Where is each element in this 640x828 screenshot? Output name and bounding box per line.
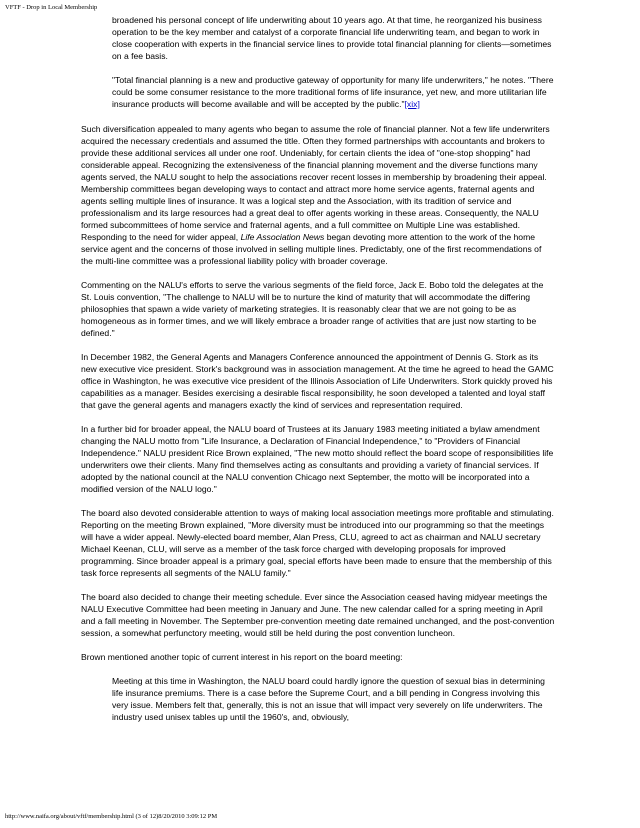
paragraph-stork: In December 1982, the General Agents and Managers Conference announced the appointment of Dennis G. Stork as its new executive vice president. Stork's background was in association management. At the time he agreed to head the GAMC office in Washington, he was executive vice president of the Illinois Association of Life Underwriters. Stork quickly proved his capabilities as a manager. Besides exercising a desirable fiscal responsibility, he soon developed a talented and loyal staff that gave the general agents and managers exactly the kind of services and representation required. — [81, 352, 554, 410]
paragraph-bobo: Commenting on the NALU's efforts to serve the various segments of the field force, Jack E. Bobo told the delegates at the St. Louis convention, "The challenge to NALU will be to nurture the kind of maturity that will accommodate the differing philosophies that spawn a wide variety of marketing strategies. It is reasonably clear that we are not going to be as homogeneous as in former times, and we will likely embrace a broader range of activities that are just now starting to be defined." — [81, 280, 544, 338]
footnote-link-xix[interactable]: [xix] — [404, 99, 420, 109]
paragraph-schedule: The board also decided to change their meeting schedule. Ever since the Association ceased having midyear meetings the NALU Executive Committee had been meeting in January and June. The new calendar called for a spring meeting in April and a fall meeting in November. The September pre-convention meeting date remained unchanged, and the post-convention session, a somewhat perfunctory meeting, would still be held during the post convention luncheon. — [81, 592, 555, 638]
paragraph-text: Such diversification appealed to many agents who began to assume the role of financial planner. Not a few life underwriters acquired the necessary credentials and assumed the title. Often they formed partnerships with accountants and brokers to provide these additional services all under one roof. Undeniably, for certain clients the idea of "one-stop shopping" had considerable appeal. Recognizing the extensiveness of the financial planning movement and the diverse functions many agents served, the NALU sought to help the associations recover recent losses in membership by broadening their appeal. Membership committees began developing ways to contact and attract more home service agents, fraternal agents and agents selling multiple lines of insurance. It was a logical step and the Association, with its tradition of service and professionalism and its large resources had a great deal to offer agents working in these areas. Consequently, the NALU formed subcommittees of home service and fraternal agents, and a full committee on Multiple Line was established. Responding to the need for wider appeal, — [81, 124, 550, 242]
browser-print-footer: http://www.naifa.org/about/vftf/membership.html (3 of 12)8/20/2010 3:09:12 PM — [5, 813, 218, 820]
paragraph-text: began devoting more attention to the work of the home service agent and the concerns of those involved in selling multiple lines. Predictably, one of the first recommendations of the multi-line committee was a professional liability policy with broader coverage. — [81, 232, 542, 266]
quote-paragraph — [112, 74, 555, 110]
browser-print-header: VFTF - Drop in Local Membership — [5, 4, 98, 11]
paragraph-meetings: The board also devoted considerable attention to ways of making local association meetings more profitable and stimulating. Reporting on the meeting Brown explained, "More diversity must be introduced into our programming so that the meetings will have a wider appeal. Newly-elected board member, Alan Press, CLU, agreed to act as chairman and NALU secretary Michael Keenan, CLU, will serve as a member of the task force charged with developing proposals for improved programming. Since broader appeal is a primary goal, special efforts have been made to ensure that the membership of this task force represents all segments of the NALU family." — [81, 508, 554, 578]
article-body — [81, 14, 555, 723]
quote-text: "Total financial planning is a new and productive gateway of opportunity for many life underwriters," he notes. "There could be some consumer resistance to the more traditional forms of life insurance, yet new, and more utilitarian life insurance products will become available and will be accepted by the public." — [112, 75, 554, 109]
quote-paragraph-sexual-bias: Meeting at this time in Washington, the NALU board could hardly ignore the question of sexual bias in determining life insurance premiums. There is a case before the Supreme Court, and a bill pending in Congress involving this very issue. Members felt that, generally, this is not an issue that will impact very severely on life underwriters. The industry used unisex tables up until the 1960's, and, obviously, — [112, 676, 545, 722]
paragraph-continuation: broadened his personal concept of life underwriting about 10 years ago. At that time, he reorganized his business operation to be the key member and catalyst of a corporate financial life underwriting team, and began to work in close cooperation with experts in the financial service lines to provide total financial planning for clients—sometimes on a fee basis. — [112, 15, 552, 61]
paragraph-topic: Brown mentioned another topic of current interest in his report on the board meeting: — [81, 652, 403, 662]
paragraph-diversification — [81, 123, 555, 267]
publication-title: Life Association News — [240, 232, 325, 242]
paragraph-motto: In a further bid for broader appeal, the NALU board of Trustees at its January 1983 meeting initiated a bylaw amendment changing the NALU motto from "Life Insurance, a Declaration of Financial Independence," to "Providers of Financial Independence." NALU president Rice Brown explained, "The new motto should reflect the board scope of responsibilities life underwriters owe their clients. Many find themselves acting as consultants and providing a variety of financial services. If adopted by the national council at the NALU convention Chicago next September, the motto will be incorporated into a modified version of the NALU logo." — [81, 424, 554, 494]
